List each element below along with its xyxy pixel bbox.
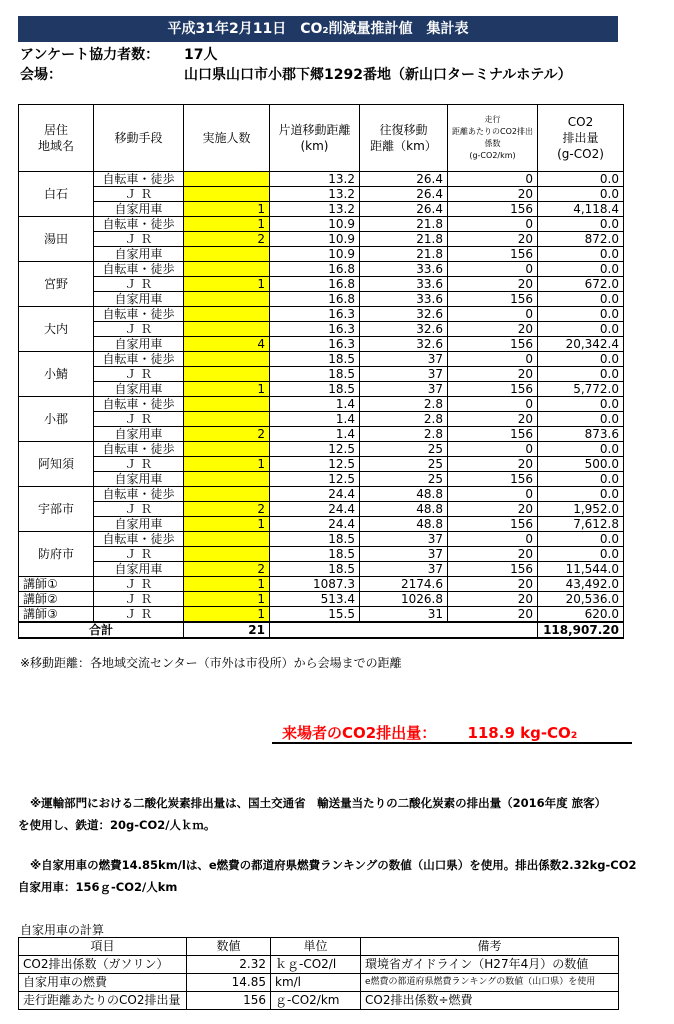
people-cell: 4: [184, 337, 270, 352]
header-emission: CO2 排出量 (g-CO2): [538, 105, 624, 172]
mode-cell: 自転車・徒歩: [94, 262, 184, 277]
people-cell: 1: [184, 217, 270, 232]
coefficient-cell: 20: [448, 547, 538, 562]
sub-header-unit: 単位: [271, 938, 361, 956]
note1-line1: ※運輸部門における二酸化炭素排出量は、国土交通省 輸送量当たりの二酸化炭素の排出量（2016年度 旅客）: [30, 796, 607, 810]
mode-cell: 自家用車: [94, 562, 184, 577]
header-people: 実施人数: [184, 105, 270, 172]
table-row: [19, 322, 624, 337]
people-cell: [184, 187, 270, 202]
oneway-cell: 16.8: [270, 262, 360, 277]
coefficient-cell: 0: [448, 172, 538, 187]
table-row: [19, 172, 624, 187]
coefficient-cell: 156: [448, 382, 538, 397]
people-cell: [184, 352, 270, 367]
result-label: 来場者のCO2排出量：: [282, 724, 437, 742]
coefficient-cell: 20: [448, 592, 538, 607]
emission-table: [18, 104, 624, 639]
people-cell: [184, 397, 270, 412]
table-row: [19, 487, 624, 502]
sub-value-cell: 14.85: [187, 974, 271, 992]
roundtrip-cell: 21.8: [360, 217, 448, 232]
oneway-cell: 18.5: [270, 352, 360, 367]
mode-cell: 自家用車: [94, 247, 184, 262]
mode-cell: 自転車・徒歩: [94, 172, 184, 187]
coefficient-cell: 20: [448, 232, 538, 247]
sub-value-cell: 156: [187, 992, 271, 1010]
coefficient-cell: 156: [448, 562, 538, 577]
people-cell: 1: [184, 277, 270, 292]
coefficient-cell: 20: [448, 322, 538, 337]
venue-label: 会場：: [20, 67, 62, 83]
oneway-cell: 10.9: [270, 247, 360, 262]
emission-cell: 20,342.4: [538, 337, 624, 352]
roundtrip-cell: 2.8: [360, 412, 448, 427]
table-row: [19, 367, 624, 382]
oneway-cell: 13.2: [270, 172, 360, 187]
oneway-cell: 16.8: [270, 292, 360, 307]
people-cell: 1: [184, 577, 270, 592]
coefficient-cell: 156: [448, 517, 538, 532]
note1-line2: を使用し、鉄道：20g-CO2/人ｋｍ。: [18, 818, 216, 832]
emission-cell: 0.0: [538, 307, 624, 322]
table-row: [19, 352, 624, 367]
people-cell: [184, 322, 270, 337]
oneway-cell: 18.5: [270, 532, 360, 547]
table-row: [19, 532, 624, 547]
emission-cell: 0.0: [538, 532, 624, 547]
roundtrip-cell: 37: [360, 352, 448, 367]
total-row: [19, 622, 624, 638]
region-name: 大内: [19, 307, 94, 352]
header-region: 居住 地域名: [19, 105, 94, 172]
coefficient-cell: 156: [448, 427, 538, 442]
mode-cell: 自家用車: [94, 292, 184, 307]
table-row: [19, 337, 624, 352]
oneway-cell: 18.5: [270, 382, 360, 397]
sub-caption: 自家用車の計算: [20, 923, 105, 937]
roundtrip-cell: 33.6: [360, 277, 448, 292]
emission-cell: 672.0: [538, 277, 624, 292]
table-row: [19, 547, 624, 562]
oneway-cell: 24.4: [270, 517, 360, 532]
people-cell: 2: [184, 427, 270, 442]
oneway-cell: 13.2: [270, 202, 360, 217]
oneway-cell: 1087.3: [270, 577, 360, 592]
table-row: [19, 292, 624, 307]
roundtrip-cell: 37: [360, 367, 448, 382]
people-cell: [184, 532, 270, 547]
venue-value: 山口県山口市小郡下郷1292番地（新山口ターミナルホテル）: [184, 67, 572, 83]
venue-line: [20, 64, 572, 84]
people-cell: 1: [184, 457, 270, 472]
region-name: 湯田: [19, 217, 94, 262]
region-name: 宇部市: [19, 487, 94, 532]
note2-line2: 自家用車：156ｇ-CO2/人km: [18, 880, 178, 894]
roundtrip-cell: 32.6: [360, 322, 448, 337]
emission-cell: 20,536.0: [538, 592, 624, 607]
oneway-cell: 12.5: [270, 442, 360, 457]
sub-note-cell: CO2排出係数÷燃費: [361, 992, 619, 1010]
coefficient-cell: 156: [448, 202, 538, 217]
mode-cell: 自家用車: [94, 202, 184, 217]
roundtrip-cell: 1026.8: [360, 592, 448, 607]
sub-row: [19, 974, 619, 992]
roundtrip-cell: 48.8: [360, 502, 448, 517]
emission-cell: 0.0: [538, 187, 624, 202]
emission-cell: 0.0: [538, 412, 624, 427]
mode-cell: 自転車・徒歩: [94, 442, 184, 457]
coefficient-cell: 20: [448, 457, 538, 472]
coefficient-cell: 20: [448, 412, 538, 427]
total-emission: 118,907.20: [538, 622, 624, 638]
mode-cell: Ｊ Ｒ: [94, 232, 184, 247]
roundtrip-cell: 25: [360, 472, 448, 487]
coefficient-cell: 0: [448, 487, 538, 502]
coefficient-cell: 0: [448, 532, 538, 547]
table-row: [19, 577, 624, 592]
coefficient-cell: 0: [448, 397, 538, 412]
coefficient-cell: 20: [448, 502, 538, 517]
table-row: [19, 517, 624, 532]
table-row: [19, 262, 624, 277]
people-cell: [184, 487, 270, 502]
coefficient-cell: 0: [448, 442, 538, 457]
emission-cell: 7,612.8: [538, 517, 624, 532]
roundtrip-cell: 21.8: [360, 232, 448, 247]
roundtrip-cell: 32.6: [360, 307, 448, 322]
total-people: 21: [184, 622, 270, 638]
oneway-cell: 513.4: [270, 592, 360, 607]
sub-item-cell: 走行距離あたりのCO2排出量: [19, 992, 187, 1010]
table-row: [19, 382, 624, 397]
people-cell: [184, 247, 270, 262]
people-cell: [184, 412, 270, 427]
oneway-cell: 10.9: [270, 217, 360, 232]
coefficient-cell: 20: [448, 277, 538, 292]
people-cell: [184, 292, 270, 307]
roundtrip-cell: 25: [360, 457, 448, 472]
mode-cell: 自転車・徒歩: [94, 487, 184, 502]
region-name: 小鯖: [19, 352, 94, 397]
roundtrip-cell: 33.6: [360, 262, 448, 277]
sub-header-value: 数値: [187, 938, 271, 956]
oneway-cell: 24.4: [270, 502, 360, 517]
mode-cell: Ｊ Ｒ: [94, 187, 184, 202]
mode-cell: Ｊ Ｒ: [94, 277, 184, 292]
respondents-line: [20, 44, 217, 64]
table-header-row: [19, 105, 624, 172]
oneway-cell: 1.4: [270, 427, 360, 442]
emission-cell: 0.0: [538, 322, 624, 337]
oneway-cell: 16.3: [270, 337, 360, 352]
region-name: 講師②: [19, 592, 94, 607]
sub-unit-cell: km/l: [271, 974, 361, 992]
report-title: 平成31年2月11日 CO₂削減量推計値 集計表: [18, 16, 618, 42]
mode-cell: Ｊ Ｒ: [94, 367, 184, 382]
sub-unit-cell: ｋｇ-CO2/l: [271, 956, 361, 974]
emission-cell: 0.0: [538, 367, 624, 382]
people-cell: 1: [184, 382, 270, 397]
sub-header-row: [19, 938, 619, 956]
emission-cell: 620.0: [538, 607, 624, 623]
sub-value-cell: 2.32: [187, 956, 271, 974]
respondents-label: アンケート協力者数：: [20, 47, 160, 63]
region-name: 白石: [19, 172, 94, 217]
oneway-cell: 18.5: [270, 562, 360, 577]
coefficient-cell: 156: [448, 337, 538, 352]
emission-cell: 1,952.0: [538, 502, 624, 517]
people-cell: 1: [184, 517, 270, 532]
people-cell: 1: [184, 202, 270, 217]
region-name: 講師①: [19, 577, 94, 592]
mode-cell: 自家用車: [94, 337, 184, 352]
sub-header-note: 備考: [361, 938, 619, 956]
note2-line1: ※自家用車の燃費14.85km/lは、e燃費の都道府県燃費ランキングの数値（山口県）を使用。排出係数2.32kg-CO2: [30, 858, 637, 872]
region-name: 講師③: [19, 607, 94, 623]
emission-cell: 0.0: [538, 487, 624, 502]
distance-note: ※移動距離：各地域交流センター（市外は市役所）から会場までの距離: [20, 656, 402, 670]
oneway-cell: 16.3: [270, 307, 360, 322]
roundtrip-cell: 32.6: [360, 337, 448, 352]
table-row: [19, 247, 624, 262]
coefficient-cell: 0: [448, 352, 538, 367]
sub-row: [19, 992, 619, 1010]
oneway-cell: 10.9: [270, 232, 360, 247]
oneway-cell: 13.2: [270, 187, 360, 202]
people-cell: [184, 547, 270, 562]
mode-cell: Ｊ Ｒ: [94, 607, 184, 623]
coefficient-cell: 20: [448, 577, 538, 592]
respondents-value: 17人: [184, 47, 218, 63]
sub-unit-cell: ｇ-CO2/km: [271, 992, 361, 1010]
header-roundtrip: 往復移動 距離（km）: [360, 105, 448, 172]
table-row: [19, 472, 624, 487]
mode-cell: 自転車・徒歩: [94, 307, 184, 322]
mode-cell: 自転車・徒歩: [94, 397, 184, 412]
roundtrip-cell: 37: [360, 562, 448, 577]
total-label: 合計: [19, 622, 184, 638]
table-row: [19, 442, 624, 457]
coefficient-cell: 20: [448, 607, 538, 623]
emission-cell: 43,492.0: [538, 577, 624, 592]
roundtrip-cell: 2.8: [360, 397, 448, 412]
oneway-cell: 16.3: [270, 322, 360, 337]
car-calc-table: [18, 937, 619, 1010]
emission-cell: 872.0: [538, 232, 624, 247]
sub-note-cell: e燃費の都道府県燃費ランキングの数値（山口県）を使用: [361, 974, 619, 992]
table-row: [19, 457, 624, 472]
emission-cell: 0.0: [538, 172, 624, 187]
mode-cell: Ｊ Ｒ: [94, 592, 184, 607]
mode-cell: Ｊ Ｒ: [94, 412, 184, 427]
oneway-cell: 18.5: [270, 547, 360, 562]
result-line: [282, 722, 577, 743]
oneway-cell: 1.4: [270, 412, 360, 427]
table-row: [19, 187, 624, 202]
mode-cell: 自家用車: [94, 427, 184, 442]
roundtrip-cell: 21.8: [360, 247, 448, 262]
oneway-cell: 15.5: [270, 607, 360, 623]
table-row: [19, 592, 624, 607]
table-row: [19, 307, 624, 322]
coefficient-cell: 156: [448, 247, 538, 262]
table-row: [19, 217, 624, 232]
mode-cell: Ｊ Ｒ: [94, 502, 184, 517]
oneway-cell: 12.5: [270, 457, 360, 472]
emission-cell: 0.0: [538, 397, 624, 412]
sub-item-cell: CO2排出係数（ガソリン）: [19, 956, 187, 974]
header-coefficient: 走行 距離あたりのCO2排出係数 (g-CO2/km): [448, 105, 538, 172]
roundtrip-cell: 26.4: [360, 187, 448, 202]
roundtrip-cell: 26.4: [360, 172, 448, 187]
emission-cell: 500.0: [538, 457, 624, 472]
emission-cell: 11,544.0: [538, 562, 624, 577]
emission-cell: 0.0: [538, 217, 624, 232]
region-name: 防府市: [19, 532, 94, 577]
people-cell: 2: [184, 232, 270, 247]
mode-cell: 自家用車: [94, 382, 184, 397]
table-row: [19, 502, 624, 517]
coefficient-cell: 20: [448, 187, 538, 202]
sub-row: [19, 956, 619, 974]
sub-note-cell: 環境省ガイドライン（H27年4月）の数値: [361, 956, 619, 974]
people-cell: [184, 172, 270, 187]
roundtrip-cell: 2174.6: [360, 577, 448, 592]
header-oneway: 片道移動距離 (km): [270, 105, 360, 172]
mode-cell: 自転車・徒歩: [94, 532, 184, 547]
region-name: 小郡: [19, 397, 94, 442]
header-mode: 移動手段: [94, 105, 184, 172]
emission-cell: 0.0: [538, 292, 624, 307]
emission-cell: 0.0: [538, 247, 624, 262]
oneway-cell: 16.8: [270, 277, 360, 292]
emission-cell: 0.0: [538, 472, 624, 487]
mode-cell: Ｊ Ｒ: [94, 457, 184, 472]
people-cell: 1: [184, 592, 270, 607]
people-cell: [184, 307, 270, 322]
people-cell: 2: [184, 502, 270, 517]
roundtrip-cell: 37: [360, 532, 448, 547]
mode-cell: Ｊ Ｒ: [94, 577, 184, 592]
mode-cell: 自家用車: [94, 517, 184, 532]
total-blank: [270, 622, 538, 638]
oneway-cell: 12.5: [270, 472, 360, 487]
roundtrip-cell: 37: [360, 382, 448, 397]
table-row: [19, 607, 624, 623]
roundtrip-cell: 31: [360, 607, 448, 623]
oneway-cell: 1.4: [270, 397, 360, 412]
emission-cell: 0.0: [538, 547, 624, 562]
people-cell: [184, 367, 270, 382]
emission-cell: 873.6: [538, 427, 624, 442]
table-row: [19, 427, 624, 442]
coefficient-cell: 156: [448, 292, 538, 307]
roundtrip-cell: 25: [360, 442, 448, 457]
table-row: [19, 232, 624, 247]
table-row: [19, 277, 624, 292]
emission-cell: 5,772.0: [538, 382, 624, 397]
region-name: 宮野: [19, 262, 94, 307]
coefficient-cell: 0: [448, 307, 538, 322]
roundtrip-cell: 26.4: [360, 202, 448, 217]
mode-cell: Ｊ Ｒ: [94, 322, 184, 337]
oneway-cell: 18.5: [270, 367, 360, 382]
roundtrip-cell: 33.6: [360, 292, 448, 307]
coefficient-cell: 0: [448, 217, 538, 232]
mode-cell: Ｊ Ｒ: [94, 547, 184, 562]
mode-cell: 自転車・徒歩: [94, 352, 184, 367]
sub-item-cell: 自家用車の燃費: [19, 974, 187, 992]
people-cell: [184, 262, 270, 277]
people-cell: 2: [184, 562, 270, 577]
oneway-cell: 24.4: [270, 487, 360, 502]
emission-cell: 0.0: [538, 352, 624, 367]
people-cell: 1: [184, 607, 270, 623]
emission-cell: 0.0: [538, 262, 624, 277]
people-cell: [184, 472, 270, 487]
mode-cell: 自転車・徒歩: [94, 217, 184, 232]
coefficient-cell: 0: [448, 262, 538, 277]
roundtrip-cell: 37: [360, 547, 448, 562]
region-name: 阿知須: [19, 442, 94, 487]
roundtrip-cell: 48.8: [360, 517, 448, 532]
roundtrip-cell: 2.8: [360, 427, 448, 442]
emission-cell: 0.0: [538, 442, 624, 457]
table-row: [19, 412, 624, 427]
coefficient-cell: 156: [448, 472, 538, 487]
roundtrip-cell: 48.8: [360, 487, 448, 502]
emission-cell: 4,118.4: [538, 202, 624, 217]
result-underline: [272, 742, 632, 744]
table-row: [19, 397, 624, 412]
sub-header-item: 項目: [19, 938, 187, 956]
mode-cell: 自家用車: [94, 472, 184, 487]
result-value: 118.9 kg-CO₂: [467, 724, 578, 742]
coefficient-cell: 20: [448, 367, 538, 382]
table-row: [19, 562, 624, 577]
table-row: [19, 202, 624, 217]
people-cell: [184, 442, 270, 457]
